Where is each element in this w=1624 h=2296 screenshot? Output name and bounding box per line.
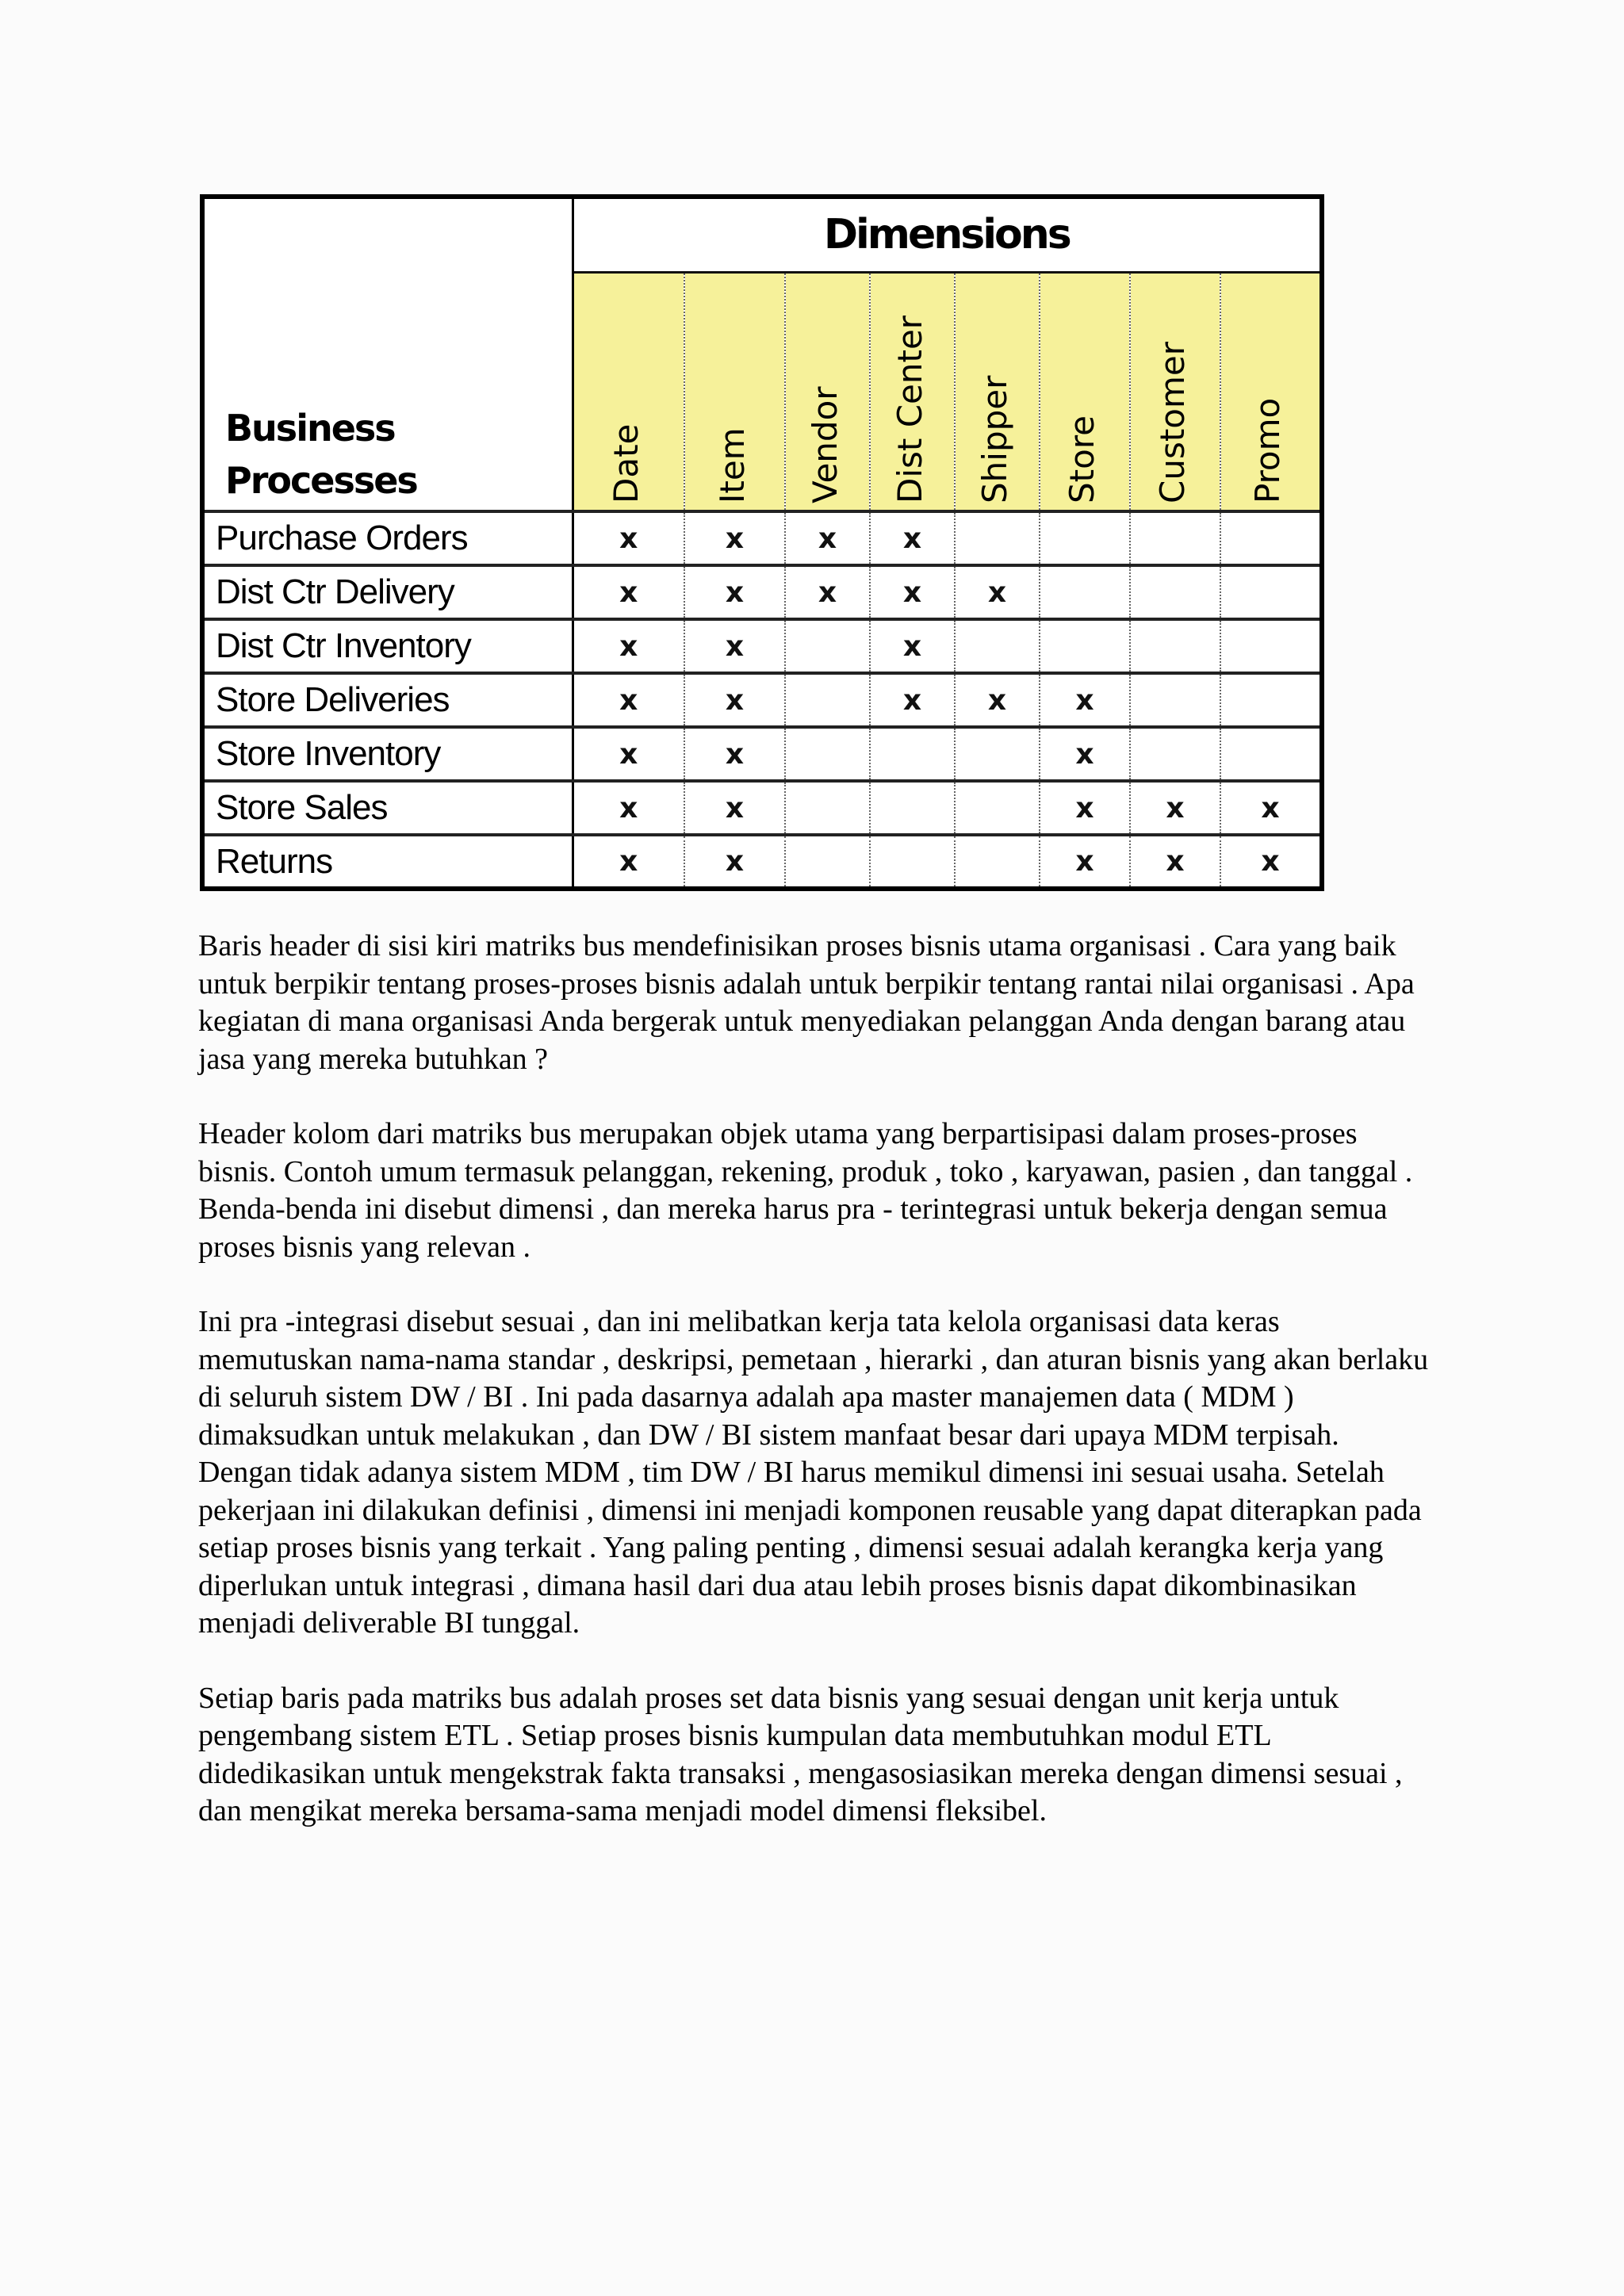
- dimension-header-store: [1040, 272, 1130, 511]
- paragraph: Setiap baris pada matriks bus adalah proses set data bisnis yang sesuai dengan unit kerja untuk pengembang sistem ETL . Setiap proses bisnis kumpulan data membutuhkan modul ETL didedikasikan untuk mengekstrak fakta transaksi , mengasosiasikan mereka dengan dimensi sesuai , dan mengikat mereka bersama-sama menjadi model dimensi fleksibel.: [198, 1681, 1403, 1827]
- dimensions-heading: Dimensions: [573, 197, 1322, 272]
- matrix-row: [202, 511, 1322, 565]
- dimension-header-item: [684, 272, 785, 511]
- matrix-mark-cell: x: [1040, 835, 1130, 889]
- dimension-header-promo: [1220, 272, 1322, 511]
- matrix-mark-cell: x: [573, 511, 684, 565]
- process-label: Purchase Orders: [202, 511, 573, 565]
- paragraph: Header kolom dari matriks bus merupakan objek utama yang berpartisipasi dalam proses-proses bisnis. Contoh umum termasuk pelanggan, rekening, produk , toko , karyawan, pasien , dan tanggal . Benda-benda ini disebut dimensi , dan mereka harus pra - terintegrasi untuk bekerja dengan semua proses bisnis yang relevan .: [198, 1117, 1413, 1264]
- matrix-row: [202, 835, 1322, 889]
- process-label: Store Inventory: [202, 727, 573, 781]
- matrix-empty-cell: [955, 511, 1040, 565]
- dimension-label: Item: [712, 427, 752, 503]
- process-label: Store Sales: [202, 781, 573, 835]
- dimension-label: Vendor: [805, 386, 845, 503]
- matrix-corner-cell: [202, 197, 573, 511]
- matrix-empty-cell: [785, 835, 870, 889]
- matrix-empty-cell: [1040, 619, 1130, 673]
- dimension-header-shipper: [955, 272, 1040, 511]
- matrix-mark-cell: x: [573, 673, 684, 727]
- matrix-empty-cell: [955, 727, 1040, 781]
- matrix-mark-cell: x: [870, 511, 955, 565]
- dimension-label: Date: [606, 423, 645, 503]
- matrix-empty-cell: [785, 619, 870, 673]
- matrix-mark-cell: x: [684, 727, 785, 781]
- matrix-empty-cell: [870, 781, 955, 835]
- matrix-mark-cell: x: [1040, 673, 1130, 727]
- matrix-mark-cell: x: [785, 565, 870, 619]
- matrix-mark-cell: x: [1130, 835, 1220, 889]
- matrix-empty-cell: [1130, 727, 1220, 781]
- matrix-mark-cell: x: [1220, 835, 1322, 889]
- matrix-empty-cell: [870, 835, 955, 889]
- matrix-mark-cell: x: [573, 565, 684, 619]
- process-label: Dist Ctr Inventory: [202, 619, 573, 673]
- matrix-mark-cell: x: [684, 673, 785, 727]
- matrix-empty-cell: [1040, 511, 1130, 565]
- matrix-mark-cell: x: [955, 565, 1040, 619]
- matrix-mark-cell: x: [573, 835, 684, 889]
- matrix-empty-cell: [1220, 619, 1322, 673]
- matrix-mark-cell: x: [1040, 781, 1130, 835]
- dimension-label: Customer: [1153, 341, 1192, 503]
- dimension-header-vendor: [785, 272, 870, 511]
- matrix-empty-cell: [1130, 619, 1220, 673]
- matrix-row: [202, 781, 1322, 835]
- matrix-row: [202, 565, 1322, 619]
- matrix-empty-cell: [1220, 727, 1322, 781]
- matrix-empty-cell: [955, 835, 1040, 889]
- matrix-empty-cell: [1130, 565, 1220, 619]
- matrix-empty-cell: [1130, 511, 1220, 565]
- matrix-empty-cell: [870, 727, 955, 781]
- matrix-empty-cell: [1220, 673, 1322, 727]
- dimension-label: Promo: [1248, 397, 1288, 503]
- process-label: Dist Ctr Delivery: [202, 565, 573, 619]
- matrix-empty-cell: [1220, 511, 1322, 565]
- matrix-mark-cell: x: [1220, 781, 1322, 835]
- body-text: [198, 928, 1435, 1868]
- matrix-mark-cell: x: [785, 511, 870, 565]
- matrix-mark-cell: x: [573, 619, 684, 673]
- matrix-empty-cell: [785, 673, 870, 727]
- matrix-mark-cell: x: [870, 619, 955, 673]
- business-processes-heading: Business Processes: [225, 407, 417, 502]
- matrix-mark-cell: x: [573, 781, 684, 835]
- matrix-empty-cell: [1130, 673, 1220, 727]
- paragraph: Ini pra -integrasi disebut sesuai , dan ini melibatkan kerja tata kelola organisasi data keras memutuskan nama-nama standar , deskripsi, pemetaan , hierarki , dan aturan bisnis yang akan berlaku di seluruh sistem DW / BI . Ini pada dasarnya adalah apa master manajemen data ( MDM ) dimaksudkan untuk melakukan , dan DW / BI sistem manfaat besar dari upaya MDM terpisah. Dengan tidak adanya sistem MDM , tim DW / BI harus memikul dimensi ini sesuai usaha. Setelah pekerjaan ini dilakukan definisi , dimensi ini menjadi komponen reusable yang dapat diterapkan pada setiap proses bisnis yang terkait . Yang paling penting , dimensi sesuai adalah kerangka kerja yang diperlukan untuk integrasi , dimana hasil dari dua atau lebih proses bisnis dapat dikombinasikan menjadi deliverable BI tunggal.: [198, 1305, 1429, 1640]
- dimension-header-date: [573, 272, 684, 511]
- dimension-label: Dist Center: [890, 315, 929, 503]
- matrix-row: [202, 619, 1322, 673]
- matrix-empty-cell: [1040, 565, 1130, 619]
- process-label: Returns: [202, 835, 573, 889]
- matrix-mark-cell: x: [870, 673, 955, 727]
- matrix-mark-cell: x: [684, 511, 785, 565]
- matrix-mark-cell: x: [1040, 727, 1130, 781]
- matrix-empty-cell: [785, 781, 870, 835]
- matrix-row: [202, 727, 1322, 781]
- matrix-empty-cell: [785, 727, 870, 781]
- dimension-header-customer: [1130, 272, 1220, 511]
- matrix-empty-cell: [1220, 565, 1322, 619]
- paragraph: Baris header di sisi kiri matriks bus mendefinisikan proses bisnis utama organisasi . Cara yang baik untuk berpikir tentang proses-proses bisnis adalah untuk berpikir tentang rantai nilai organisasi . Apa kegiatan di mana organisasi Anda bergerak untuk menyediakan pelanggan Anda dengan barang atau jasa yang mereka butuhkan ?: [198, 929, 1415, 1076]
- matrix-empty-cell: [955, 619, 1040, 673]
- matrix-mark-cell: x: [870, 565, 955, 619]
- matrix-empty-cell: [955, 781, 1040, 835]
- matrix-mark-cell: x: [1130, 781, 1220, 835]
- dimension-label: Shipper: [975, 375, 1014, 503]
- process-label: Store Deliveries: [202, 673, 573, 727]
- bus-matrix-table: [200, 194, 1324, 891]
- dimension-header-dist-center: [870, 272, 955, 511]
- matrix-mark-cell: x: [684, 565, 785, 619]
- matrix-mark-cell: x: [573, 727, 684, 781]
- dimension-label: Store: [1063, 415, 1101, 503]
- matrix-mark-cell: x: [684, 619, 785, 673]
- matrix-row: [202, 673, 1322, 727]
- matrix-mark-cell: x: [955, 673, 1040, 727]
- matrix-mark-cell: x: [684, 835, 785, 889]
- matrix-mark-cell: x: [684, 781, 785, 835]
